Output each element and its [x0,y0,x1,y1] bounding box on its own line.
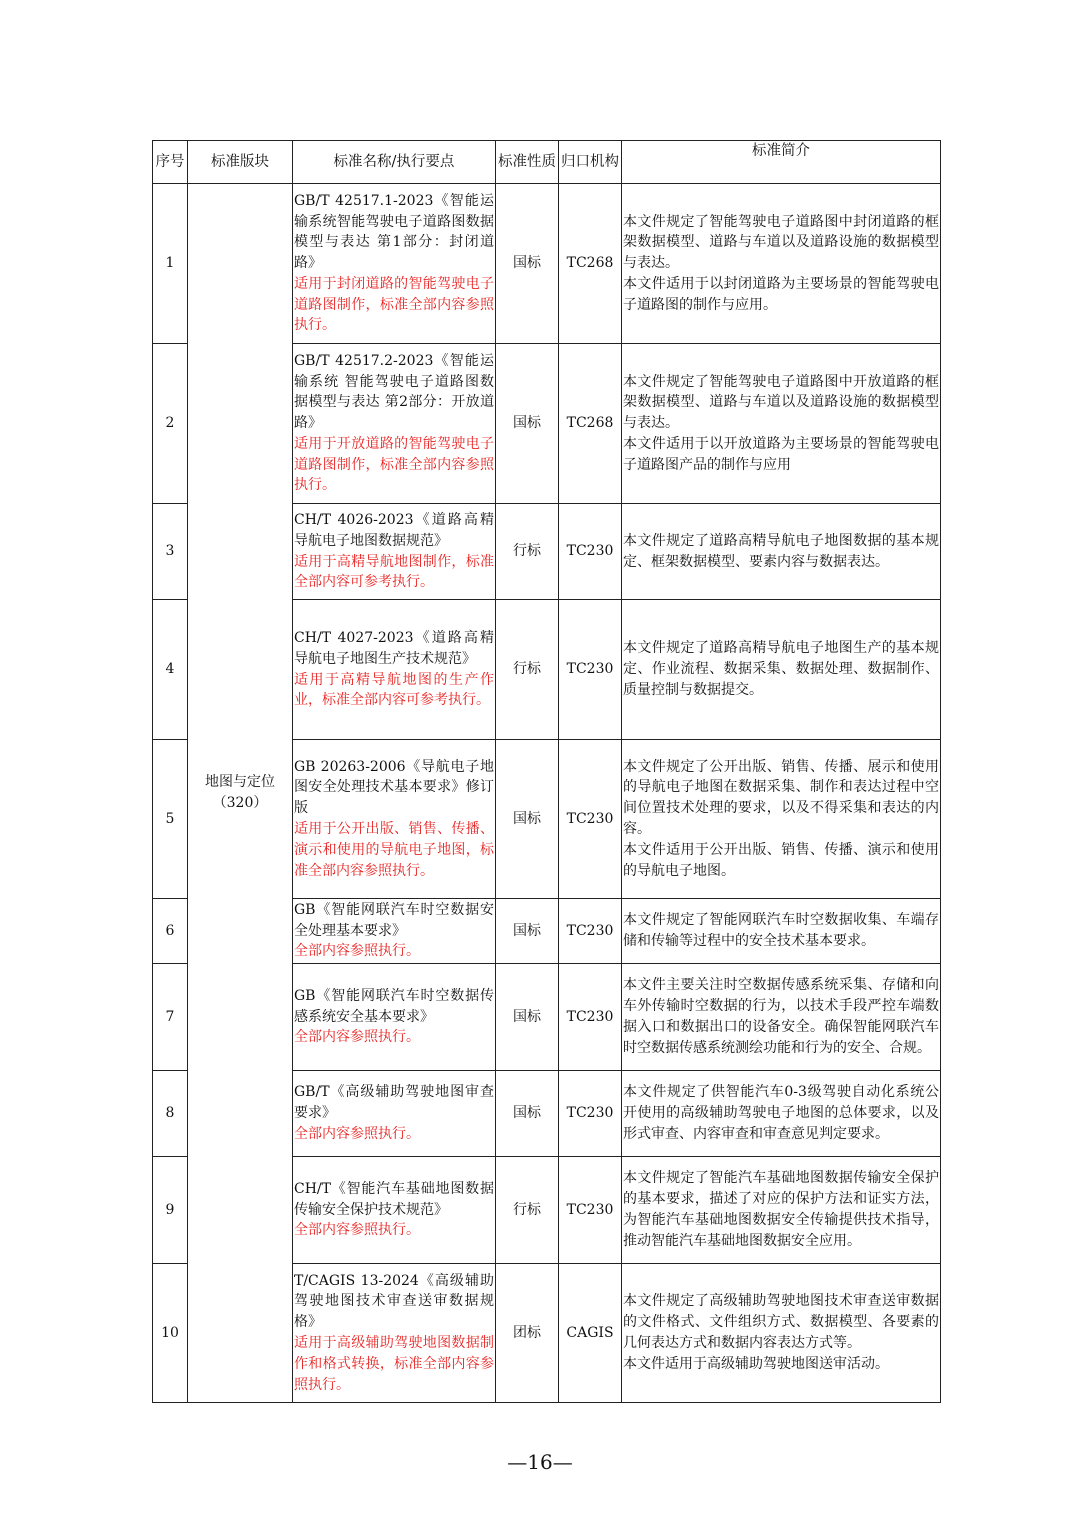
row-name [293,600,496,740]
intro-paragraph: 本文件适用于以开放道路为主要场景的智能驾驶电子道路图产品的制作与应用 [623,435,939,473]
standard-note: 适用于高精导航地图的生产作业，标准全部内容可参考执行。 [294,671,494,709]
row-org: TC230 [559,740,622,899]
intro-paragraph: 本文件规定了智能汽车基础地图数据传输安全保护的基本要求，描述了对应的保护方法和证实方法，为智能汽车基础地图数据安全传输提供技术指导，推动智能汽车基础地图数据安全应用。 [623,1170,939,1249]
row-type: 国标 [496,184,559,344]
row-intro [622,1264,941,1403]
row-org: TC230 [559,1157,622,1264]
row-org: TC230 [559,1071,622,1157]
intro-paragraph: 本文件规定了智能驾驶电子道路图中封闭道路的框架数据模型、道路与车道以及道路设施的数据模型与表达。 [623,213,939,272]
row-name [293,504,496,600]
header-seq: 序号 [153,141,188,184]
row-intro [622,1071,941,1157]
intro-paragraph: 本文件规定了智能驾驶电子道路图中开放道路的框架数据模型、道路与车道以及道路设施的数据模型与表达。 [623,373,939,432]
standard-code: GB《智能网联汽车时空数据安全处理基本要求》 [294,901,494,939]
row-seq: 9 [153,1157,188,1264]
row-type: 国标 [496,344,559,504]
intro-paragraph: 本文件适用于公开出版、销售、传播、演示和使用的导航电子地图。 [623,841,939,879]
row-seq: 4 [153,600,188,740]
row-seq: 8 [153,1071,188,1157]
standard-code: GB 20263-2006《导航电子地图安全处理技术基本要求》修订版 [294,758,494,817]
standard-note: 适用于封闭道路的智能驾驶电子道路图制作，标准全部内容参照执行。 [294,275,494,334]
intro-paragraph: 本文件规定了供智能汽车0-3级驾驶自动化系统公开使用的高级辅助驾驶电子地图的总体要求，以及形式审查、内容审查和审查意见判定要求。 [623,1084,939,1142]
row-type: 国标 [496,964,559,1071]
standard-code: GB《智能网联汽车时空数据传感系统安全基本要求》 [294,987,494,1025]
standard-note: 适用于公开出版、销售、传播、演示和使用的导航电子地图，标准全部内容参照执行。 [294,821,494,879]
standard-note: 适用于高精导航地图制作，标准全部内容可参考执行。 [294,553,494,591]
row-org: TC230 [559,964,622,1071]
row-org: TC268 [559,184,622,344]
row-type: 团标 [496,1264,559,1403]
module-count: （320） [212,795,268,811]
row-org: TC230 [559,504,622,600]
row-intro [622,600,941,740]
header-org: 归口机构 [559,141,622,184]
standard-note: 全部内容参照执行。 [294,943,420,960]
row-name [293,964,496,1071]
intro-paragraph: 本文件规定了道路高精导航电子地图生产的基本规定、作业流程、数据采集、数据处理、数据制作、质量控制与数据提交。 [623,640,939,698]
row-intro [622,504,941,600]
row-type: 国标 [496,899,559,964]
standard-code: CH/T 4026-2023《道路高精导航电子地图数据规范》 [294,511,494,549]
table-row [153,184,941,344]
standard-note: 适用于开放道路的智能驾驶电子道路图制作，标准全部内容参照执行。 [294,435,494,494]
standards-table [152,140,941,1403]
intro-paragraph: 本文件规定了道路高精导航电子地图数据的基本规定、框架数据模型、要素内容与数据表达。 [623,532,939,570]
standard-note: 适用于高级辅助驾驶地图数据制作和格式转换，标准全部内容参照执行。 [294,1335,494,1393]
intro-paragraph: 本文件适用于以封闭道路为主要场景的智能驾驶电子道路图的制作与应用。 [623,275,939,313]
row-seq: 2 [153,344,188,504]
row-org: TC230 [559,899,622,964]
header-name: 标准名称/执行要点 [293,141,496,184]
standard-code: GB/T 42517.2-2023《智能运输系统 智能驾驶电子道路图数据模型与表达 第2部分：开放道路》 [294,352,494,432]
row-seq: 3 [153,504,188,600]
row-type: 国标 [496,740,559,899]
standard-code: CH/T《智能汽车基础地图数据传输安全保护技术规范》 [294,1180,494,1218]
row-intro [622,899,941,964]
intro-paragraph: 本文件主要关注时空数据传感系统采集、存储和向车外传输时空数据的行为，以技术手段严控车端数据入口和数据出口的设备安全。确保智能网联汽车时空数据传感系统测绘功能和行为的安全、合规。 [623,977,939,1056]
standard-code: GB/T 42517.1-2023《智能运输系统智能驾驶电子道路图数据模型与表达 第1部分：封闭道路》 [294,192,494,272]
standard-code: CH/T 4027-2023《道路高精导航电子地图生产技术规范》 [294,629,494,667]
row-intro [622,184,941,344]
standard-code: T/CAGIS 13-2024《高级辅助驾驶地图技术审查送审数据规格》 [294,1272,494,1331]
row-type: 国标 [496,1071,559,1157]
intro-paragraph: 本文件适用于高级辅助驾驶地图送审活动。 [623,1355,889,1372]
row-org: TC268 [559,344,622,504]
row-intro [622,1157,941,1264]
header-type: 标准性质 [496,141,559,184]
row-seq: 5 [153,740,188,899]
row-name [293,344,496,504]
intro-paragraph: 本文件规定了公开出版、销售、传播、展示和使用的导航电子地图在数据采集、制作和表达过程中空间位置技术处理的要求，以及不得采集和表达的内容。 [623,758,939,837]
row-name [293,899,496,964]
row-name [293,1157,496,1264]
row-seq: 10 [153,1264,188,1403]
intro-paragraph: 本文件规定了智能网联汽车时空数据收集、车端存储和传输等过程中的安全技术基本要求。 [623,912,939,949]
row-name [293,1264,496,1403]
row-seq: 7 [153,964,188,1071]
header-module: 标准版块 [188,141,293,184]
row-org: CAGIS [559,1264,622,1403]
table-header-row [153,141,941,184]
page-number: —16— [507,1450,573,1474]
row-seq: 1 [153,184,188,344]
standard-note: 全部内容参照执行。 [294,1125,420,1142]
intro-paragraph: 本文件规定了高级辅助驾驶地图技术审查送审数据的文件格式、文件组织方式、数据模型、各要素的几何表达方式和数据内容表达方式等。 [623,1293,939,1351]
header-intro: 标准简介 [622,141,941,184]
standard-code: GB/T《高级辅助驾驶地图审查要求》 [294,1084,494,1122]
standard-note: 全部内容参照执行。 [294,1029,420,1046]
row-type: 行标 [496,600,559,740]
row-type: 行标 [496,1157,559,1264]
row-seq: 6 [153,899,188,964]
module-label: 地图与定位 [205,774,275,791]
row-name [293,184,496,344]
row-name [293,740,496,899]
row-type: 行标 [496,504,559,600]
row-intro [622,344,941,504]
row-intro [622,740,941,899]
row-org: TC230 [559,600,622,740]
module-cell [188,184,293,1403]
row-name [293,1071,496,1157]
row-intro [622,964,941,1071]
standard-note: 全部内容参照执行。 [294,1222,420,1239]
